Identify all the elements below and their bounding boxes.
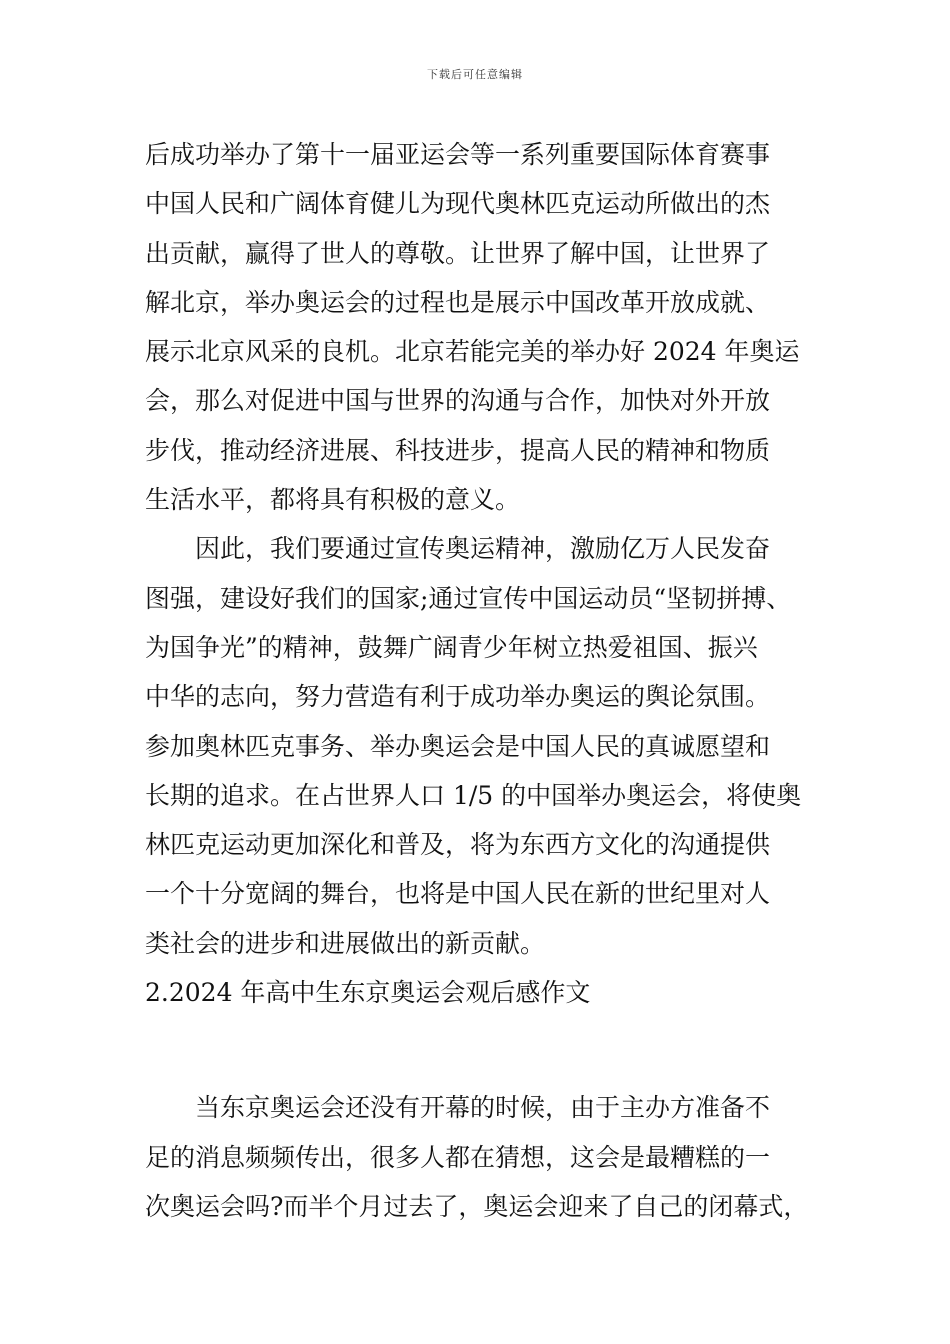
text-line: 中华的志向，努力营造有利于成功举办奥运的舆论氛围。 <box>145 682 771 712</box>
text-line: 长期的追求。在占世界人口 1/5 的中国举办奥运会，将使奥 <box>145 780 802 810</box>
section-spacer <box>145 1017 815 1083</box>
text-line: 出贡献，赢得了世人的尊敬。让世界了解中国，让世界了 <box>145 238 771 268</box>
text-line: 为国争光”的精神，鼓舞广阔青少年树立热爱祖国、振兴 <box>145 632 758 662</box>
text-line: 中国人民和广阔体育健儿为现代奥林匹克运动所做出的杰 <box>145 189 771 219</box>
text-line: 类社会的进步和进展做出的新贡献。 <box>145 928 546 958</box>
paragraph-block-2 <box>145 1083 815 1231</box>
text-line: 步伐，推动经济进展、科技进步，提高人民的精神和物质 <box>145 435 771 465</box>
text-line: 会，那么对促进中国与世界的沟通与合作，加快对外开放 <box>145 386 771 416</box>
paragraph-block-1 <box>145 130 815 968</box>
text-line: 因此，我们要通过宣传奥运精神，激励亿万人民发奋 <box>145 534 771 564</box>
text-line: 当东京奥运会还没有开幕的时候，由于主办方准备不 <box>145 1093 771 1123</box>
text-line: 解北京，举办奥运会的过程也是展示中国改革开放成就、 <box>145 287 771 317</box>
text-line: 后成功举办了第十一届亚运会等一系列重要国际体育赛事 <box>145 140 771 169</box>
text-line: 图强，建设好我们的国家;通过宣传中国运动员“坚韧拼搏、 <box>145 583 792 613</box>
section-heading: 2.2024 年高中生东京奥运会观后感作文 <box>145 978 591 1008</box>
text-line: 展示北京风采的良机。北京若能完美的举办好 2024 年奥运 <box>145 337 800 367</box>
text-line: 生活水平，都将具有积极的意义。 <box>145 485 521 515</box>
text-line: 林匹克运动更加深化和普及，将为东西方文化的沟通提供 <box>145 830 771 860</box>
text-line: 一个十分宽阔的舞台，也将是中国人民在新的世纪里对人 <box>145 879 771 909</box>
text-line: 足的消息频频传出，很多人都在猜想，这会是最糟糕的一 <box>145 1142 771 1172</box>
text-line: 次奥运会吗?而半个月过去了，奥运会迎来了自己的闭幕式， <box>145 1191 809 1221</box>
text-line: 参加奥林匹克事务、举办奥运会是中国人民的真诚愿望和 <box>145 731 771 761</box>
page-header: 下载后可任意编辑 <box>427 68 523 81</box>
document-body <box>145 130 815 1231</box>
